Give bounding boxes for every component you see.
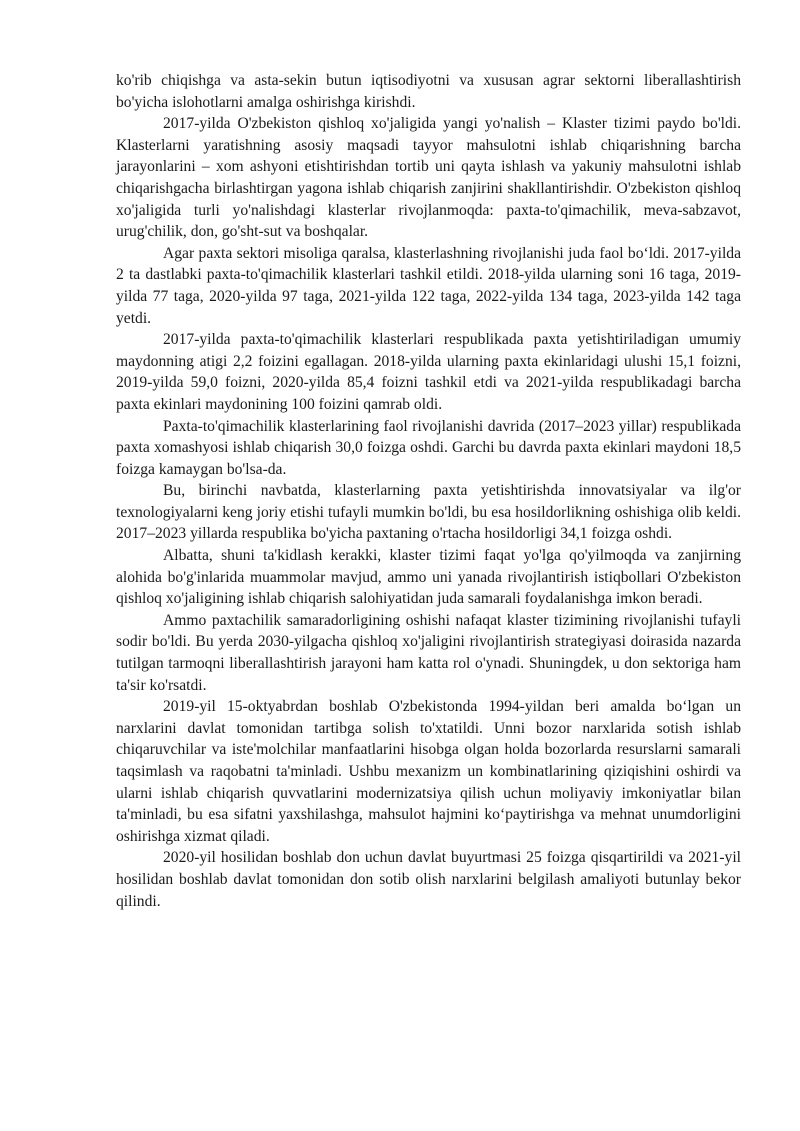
paragraph-grain-order: 2020-yil hosilidan boshlab don uchun davlat buyurtmasi 25 foizga qisqartirildi va 2021-yil hosilidan boshlab davlat tomonidan don sotib olish narxlarini belgilash amaliyoti butunlay bekor qilindi. bbox=[116, 849, 741, 910]
paragraph-cotton-cluster-growth: Agar paxta sektori misoliga qaralsa, klasterlashning rivojlanishi juda faol bo‘ldi. 2017-yilda 2 ta dastlabki paxta-to'qimachilik klasterlari tashkil etildi. 2018-yilda ularning soni 16 taga, 2019-yilda 77 taga, 2020-yilda 97 taga, 2021-yilda 122 taga, 2022-yilda 134 taga, 2023-yilda 142 taga yetdi. bbox=[116, 244, 741, 327]
paragraph-flour-prices: 2019-yil 15-oktyabrdan boshlab O'zbekistonda 1994-yildan beri amalda bo‘lgan un narxlarini davlat tomonidan tartibga solish to'xtatildi. Unni bozor narxlarida sotish ishlab chiqaruvchilar va iste'molchilar manfaatlarini hisobga olgan holda bozorlarda resurslarni samarali taqsimlash va raqobatni ta'minladi. Ushbu mexanizm un kombinatlarining qiziqishini oshirdi va ularni ishlab chiqarish quvvatlarini modernizatsiya qilish uchun moliyaviy imkoniyatlar bilan ta'minladi, bu esa sifatni yaxshilashga, mahsulot hajmini ko‘paytirishga va mehnat unumdorligini oshirishga xizmat qiladi. bbox=[116, 698, 741, 845]
paragraph-cotton-production: Paxta-to'qimachilik klasterlarining faol rivojlanishi davrida (2017–2023 yillar) respublikada paxta xomashyosi ishlab chiqarish 30,0 foizga oshdi. Garchi bu davrda paxta ekinlari maydoni 18,5 foizga kamaygan bo'lsa-da. bbox=[116, 417, 741, 478]
paragraph-cotton-area-share: 2017-yilda paxta-to'qimachilik klasterlari respublikada paxta yetishtiriladigan umumiy maydonning atigi 2,2 foizini egallagan. 2018-yilda ularning paxta ekinlaridagi ulushi 15,1 foizni, 2019-yilda 59,0 foizni, 2020-yilda 85,4 foizni tashkil etdi va 2021-yilda respublikadagi barcha paxta ekinlari maydonining 100 foizini qamrab oldi. bbox=[116, 331, 741, 413]
paragraph-cluster-problems: Albatta, shuni ta'kidlash kerakki, klaster tizimi faqat yo'lga qo'yilmoqda va zanjirning alohida bo'g'inlarida muammolar mavjud, ammo uni yanada rivojlantirish istiqbollari O'zbekiston qishloq xo'jaligining ishlab chiqarish salohiyatidan juda samarali foydalanishga imkon beradi. bbox=[116, 547, 741, 608]
paragraph-continuation: ko'rib chiqishga va asta-sekin butun iqtisodiyotni va xususan agrar sektorni liberallashtirish bo'yicha islohotlarni amalga oshirishga kirishdi. bbox=[116, 72, 741, 111]
paragraph-liberalization: Ammo paxtachilik samaradorligining oshishi nafaqat klaster tizimining rivojlanishi tufayli sodir bo'ldi. Bu yerda 2030-yilgacha qishloq xo'jaligini rivojlantirish strategiyasi doirasida nazarda tutilgan tarmoqni liberallashtirish jarayoni ham katta rol o'ynadi. Shuningdek, u don sektoriga ham ta'sir ko'rsatdi. bbox=[116, 611, 741, 694]
paragraph-innovation-yield: Bu, birinchi navbatda, klasterlarning paxta yetishtirishda innovatsiyalar va ilg'or texnologiyalarni keng joriy etishi tufayli mumkin bo'ldi, bu esa hosildorlikning oshishiga olib keldi. 2017–2023 yillarda respublika bo'yicha paxtaning o'rtacha hosildorligi 34,1 foizga oshdi. bbox=[116, 482, 741, 543]
document-page bbox=[116, 70, 741, 912]
paragraph-cluster-system: 2017-yilda O'zbekiston qishloq xo'jaligida yangi yo'nalish – Klaster tizimi paydo bo'ldi. Klasterlarni yaratishning asosiy maqsadi tayyor mahsulotni ishlab chiqarishning barcha jarayonlarini – xom ashyoni etishtirishdan tortib uni qayta ishlash va yakuniy mahsulotni ishlab chiqarishgacha birlashtirgan yagona ishlab chiqarish zanjirini shakllantirishdir. O'zbekiston qishloq xo'jaligida turli yo'nalishdagi klasterlar rivojlanmoqda: paxta-to'qimachilik, meva-sabzavot, urug'chilik, don, go'sht-sut va boshqalar. bbox=[116, 115, 741, 241]
